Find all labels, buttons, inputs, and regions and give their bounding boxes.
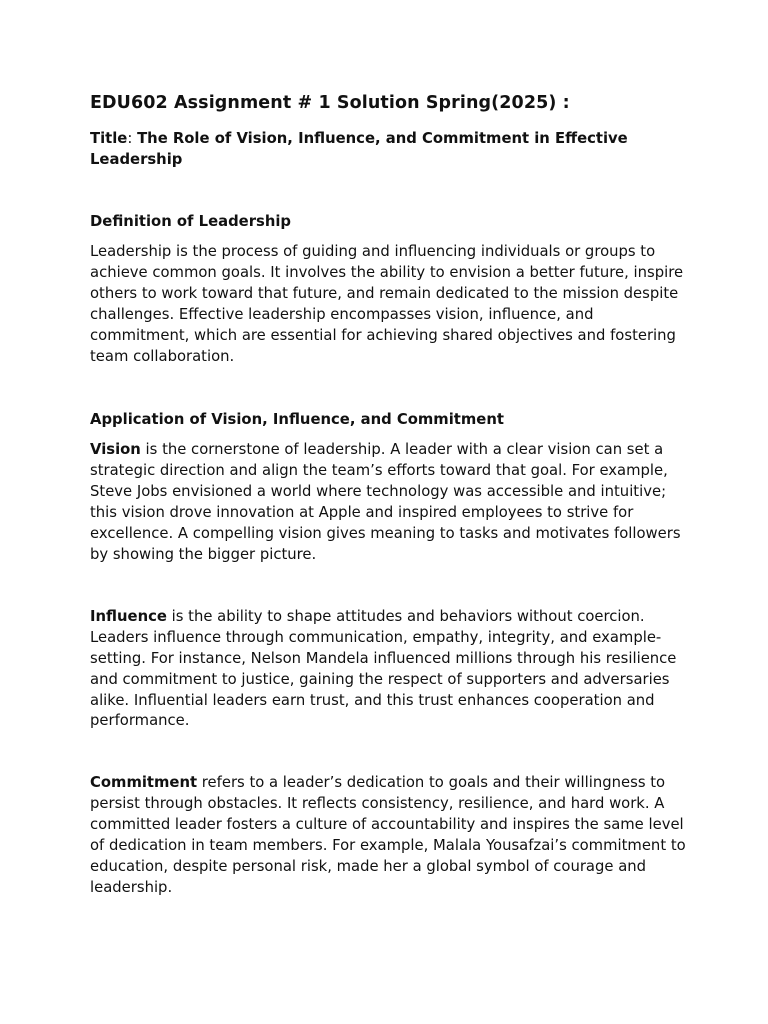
subtitle-text: The Role of Vision, Influence, and Commitment in Effective Leadership — [90, 130, 628, 168]
commitment-term: Commitment — [90, 774, 198, 792]
commitment-paragraph — [90, 773, 690, 898]
application-heading: Application of Vision, Influence, and Commitment — [90, 411, 504, 429]
influence-term: Influence — [90, 607, 167, 625]
vision-term: Vision — [90, 441, 141, 459]
commitment-body: refers to a leader’s dedication to goals and their willingness to persist through obstacles. It reflects consistency, resilience, and hard work. A committed leader fosters a culture of accountability and inspires the same level of dedication in team members. For example, Malala Yousafzai’s commitment to education, despite personal risk, made her a global symbol of courage and leadership. — [90, 774, 686, 896]
vision-body: is the cornerstone of leadership. A leader with a clear vision can set a strategic direction and align the team’s efforts toward that goal. For example, Steve Jobs envisioned a world where technology was accessible and intuitive; this vision drove innovation at Apple and inspired employees to strive for excellence. A compelling vision gives meaning to tasks and motivates followers by showing the bigger picture. — [90, 441, 681, 563]
influence-body: is the ability to shape attitudes and behaviors without coercion. Leaders influence through communication, empathy, integrity, and example-setting. For instance, Nelson Mandela influenced millions through his resilience and commitment to justice, gaining the respect of supporters and adversaries alike. Influential leaders earn trust, and this trust enhances cooperation and performance. — [90, 607, 677, 730]
definition-heading: Definition of Leadership — [90, 213, 292, 230]
subtitle-separator: : — [127, 130, 138, 147]
definition-paragraph: Leadership is the process of guiding and influencing individuals or groups to achieve common goals. It involves the ability to envision a better future, inspire others to work toward that future, and remain dedicated to the mission despite challenges. Effective leadership encompasses vision, influence, and commitment, which are essential for achieving shared objectives and fostering team collaboration. — [90, 243, 684, 365]
document-page — [90, 92, 690, 899]
subtitle-label: Title — [90, 130, 128, 147]
document-title: EDU602 Assignment # 1 Solution Spring(2025) : — [90, 93, 570, 113]
influence-paragraph — [90, 607, 690, 732]
document-subtitle — [90, 128, 690, 170]
vision-paragraph — [90, 440, 690, 565]
